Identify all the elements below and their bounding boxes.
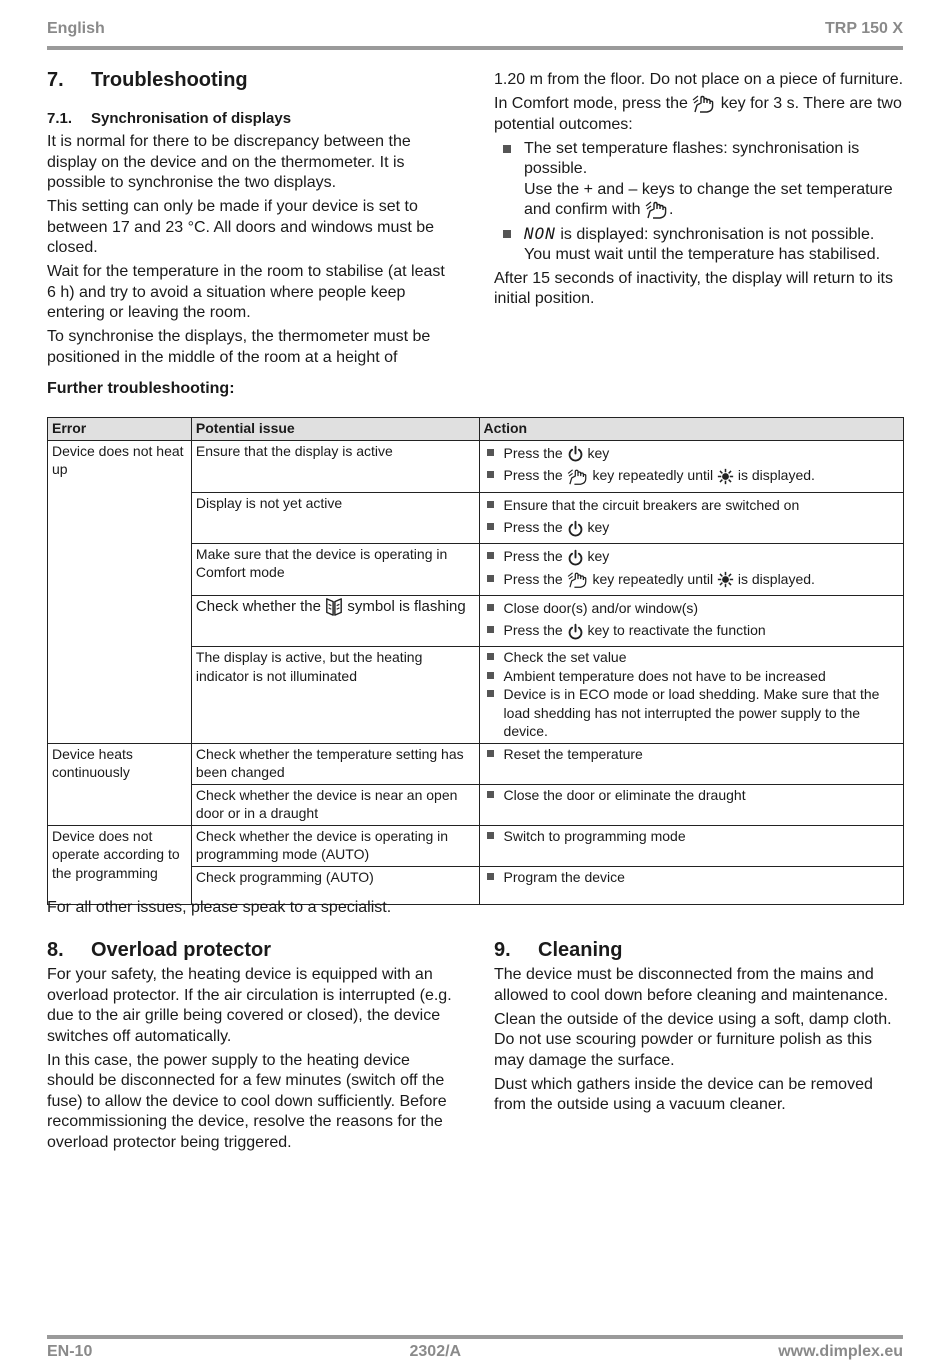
header-model: TRP 150 X <box>825 20 903 37</box>
error-cell: Device does not heat up <box>48 440 192 743</box>
list-item: Ambient temperature does not have to be increased <box>484 667 899 686</box>
action-cell <box>479 825 903 866</box>
section-7-left <box>47 67 457 372</box>
issue-cell: Ensure that the display is active <box>191 440 479 492</box>
paragraph: 1.20 m from the floor. Do not place on a piece of furniture. <box>494 71 904 88</box>
issue-cell: Display is not yet active <box>191 492 479 543</box>
power-icon <box>567 549 584 566</box>
issue-cell: The display is active, but the heating indicator is not illuminated <box>191 647 479 744</box>
paragraph: Clean the outside of the device using a soft, damp cloth. Do not use scouring powder or furniture polish as this may damage the surface. <box>494 1010 892 1069</box>
list-item: Program the device <box>484 868 899 887</box>
power-icon <box>567 445 584 462</box>
column-header: Error <box>48 418 192 441</box>
hand-key-icon <box>567 571 589 589</box>
section-7-right <box>494 70 904 313</box>
issue-cell: Check whether the temperature setting has been changed <box>191 743 479 784</box>
section-9-heading: 9. Cleaning <box>494 939 623 961</box>
action-cell <box>479 784 903 825</box>
paragraph: Wait for the temperature in the room to stabilise (at least 6 h) and try to avoid a situation where people keep entering or leaving the room. <box>47 263 445 321</box>
paragraph: It is normal for there to be discrepancy between the display on the device and on the thermometer. It is possible to synchronise the two displays. <box>47 133 411 191</box>
list-item: Press the key repeatedly until is displayed. <box>484 570 899 589</box>
further-troubleshooting-heading: Further troubleshooting: <box>47 380 235 397</box>
paragraph: This setting can only be made if your device is set to between 17 and 23 °C. All doors and windows must be closed. <box>47 198 435 256</box>
sun-icon <box>717 571 734 588</box>
error-cell: Device heats continuously <box>48 743 192 825</box>
power-icon <box>567 623 584 640</box>
issue-cell: Check whether the symbol is flashing <box>191 595 479 646</box>
action-cell <box>479 647 903 744</box>
outcomes-list <box>494 139 904 266</box>
open-window-icon <box>325 597 343 617</box>
column-header: Potential issue <box>191 418 479 441</box>
list-item: Press the key <box>484 444 899 463</box>
paragraph: For your safety, the heating device is equipped with an overload protector. If the air circulation is interrupted (e.g. due to the air grille being covered or closed), the device switches off automatically. <box>47 966 452 1045</box>
issue-cell: Make sure that the device is operating in Comfort mode <box>191 543 479 595</box>
footer-website: www.dimplex.eu <box>778 1343 903 1360</box>
section-8-heading: 8. Overload protector <box>47 939 272 961</box>
hand-key-icon <box>567 468 589 486</box>
issue-cell: Check whether the device is near an open door or in a draught <box>191 784 479 825</box>
table-header-row <box>48 418 904 441</box>
error-cell: Device does not operate according to the programming <box>48 825 192 904</box>
non-display-symbol: NON <box>524 223 556 243</box>
list-item: Close the door or eliminate the draught <box>484 786 899 805</box>
list-item: Press the key <box>484 547 899 566</box>
list-item: Press the key repeatedly until is displayed. <box>484 466 899 485</box>
paragraph: In Comfort mode, press the key for 3 s. There are two potential outcomes: <box>494 95 902 133</box>
table-row <box>48 743 904 784</box>
troubleshooting-table <box>47 417 904 905</box>
section-7-1-title: Synchronisation of displays <box>91 110 292 127</box>
issue-cell: Check programming (AUTO) <box>191 866 479 904</box>
list-item: Device is in ECO mode or load shedding. Make sure that the load shedding has not interrupted the power supply to the device. <box>484 685 899 741</box>
sun-icon <box>717 468 734 485</box>
table-row <box>48 825 904 866</box>
table-row <box>48 440 904 492</box>
action-cell <box>479 543 903 595</box>
paragraph: In this case, the power supply to the heating device should be disconnected for a few minutes (switch off the fuse) to allow the device to cool down sufficiently. Before recommissioning the device, resolve the reasons for the overload protector being triggered. <box>47 1051 447 1151</box>
action-cell <box>479 440 903 492</box>
paragraph: To synchronise the displays, the thermometer must be positioned in the middle of the room at a height of <box>47 328 431 366</box>
issue-cell: Check whether the device is operating in programming mode (AUTO) <box>191 825 479 866</box>
action-cell <box>479 595 903 646</box>
power-icon <box>567 520 584 537</box>
section-7-title: Troubleshooting <box>91 69 248 91</box>
footer-page-number: EN-10 <box>47 1343 93 1360</box>
section-9-title: Cleaning <box>538 939 623 961</box>
list-item: Ensure that the circuit breakers are switched on <box>484 496 899 515</box>
list-item: NON is displayed: synchronisation is not possible. You must wait until the temperature has stabilised. <box>494 224 904 266</box>
hand-key-icon <box>645 200 669 220</box>
section-7-1-heading: 7.1. Synchronisation of displays <box>47 110 292 127</box>
header-language: English <box>47 20 105 37</box>
list-item: Check the set value <box>484 648 899 667</box>
footer-version: 2302/A <box>409 1343 462 1360</box>
action-cell <box>479 492 903 543</box>
list-item: Press the key to reactivate the function <box>484 621 899 640</box>
other-issues-note: For all other issues, please speak to a specialist. <box>47 899 392 916</box>
page-header <box>47 20 903 50</box>
paragraph: Dust which gathers inside the device can be removed from the outside using a vacuum cleaner. <box>494 1075 873 1113</box>
list-item: Reset the temperature <box>484 745 899 764</box>
list-item: Close door(s) and/or window(s) <box>484 599 899 618</box>
list-item: Switch to programming mode <box>484 827 899 846</box>
section-7-heading: 7. Troubleshooting <box>47 69 248 91</box>
action-cell <box>479 866 903 904</box>
section-8 <box>47 937 459 1157</box>
section-8-title: Overload protector <box>91 939 272 961</box>
list-item: Press the key <box>484 518 899 537</box>
paragraph: The device must be disconnected from the mains and allowed to cool down before cleaning and maintenance. <box>494 966 889 1004</box>
action-cell <box>479 743 903 784</box>
list-item: The set temperature flashes: synchronisation is possible. Use the + and – keys to change the set temperature and confirm with . <box>494 139 904 221</box>
page-footer <box>47 1335 903 1361</box>
hand-key-icon <box>692 94 716 114</box>
paragraph: After 15 seconds of inactivity, the display will return to its initial position. <box>494 269 893 308</box>
column-header: Action <box>479 418 903 441</box>
section-9 <box>494 937 904 1119</box>
